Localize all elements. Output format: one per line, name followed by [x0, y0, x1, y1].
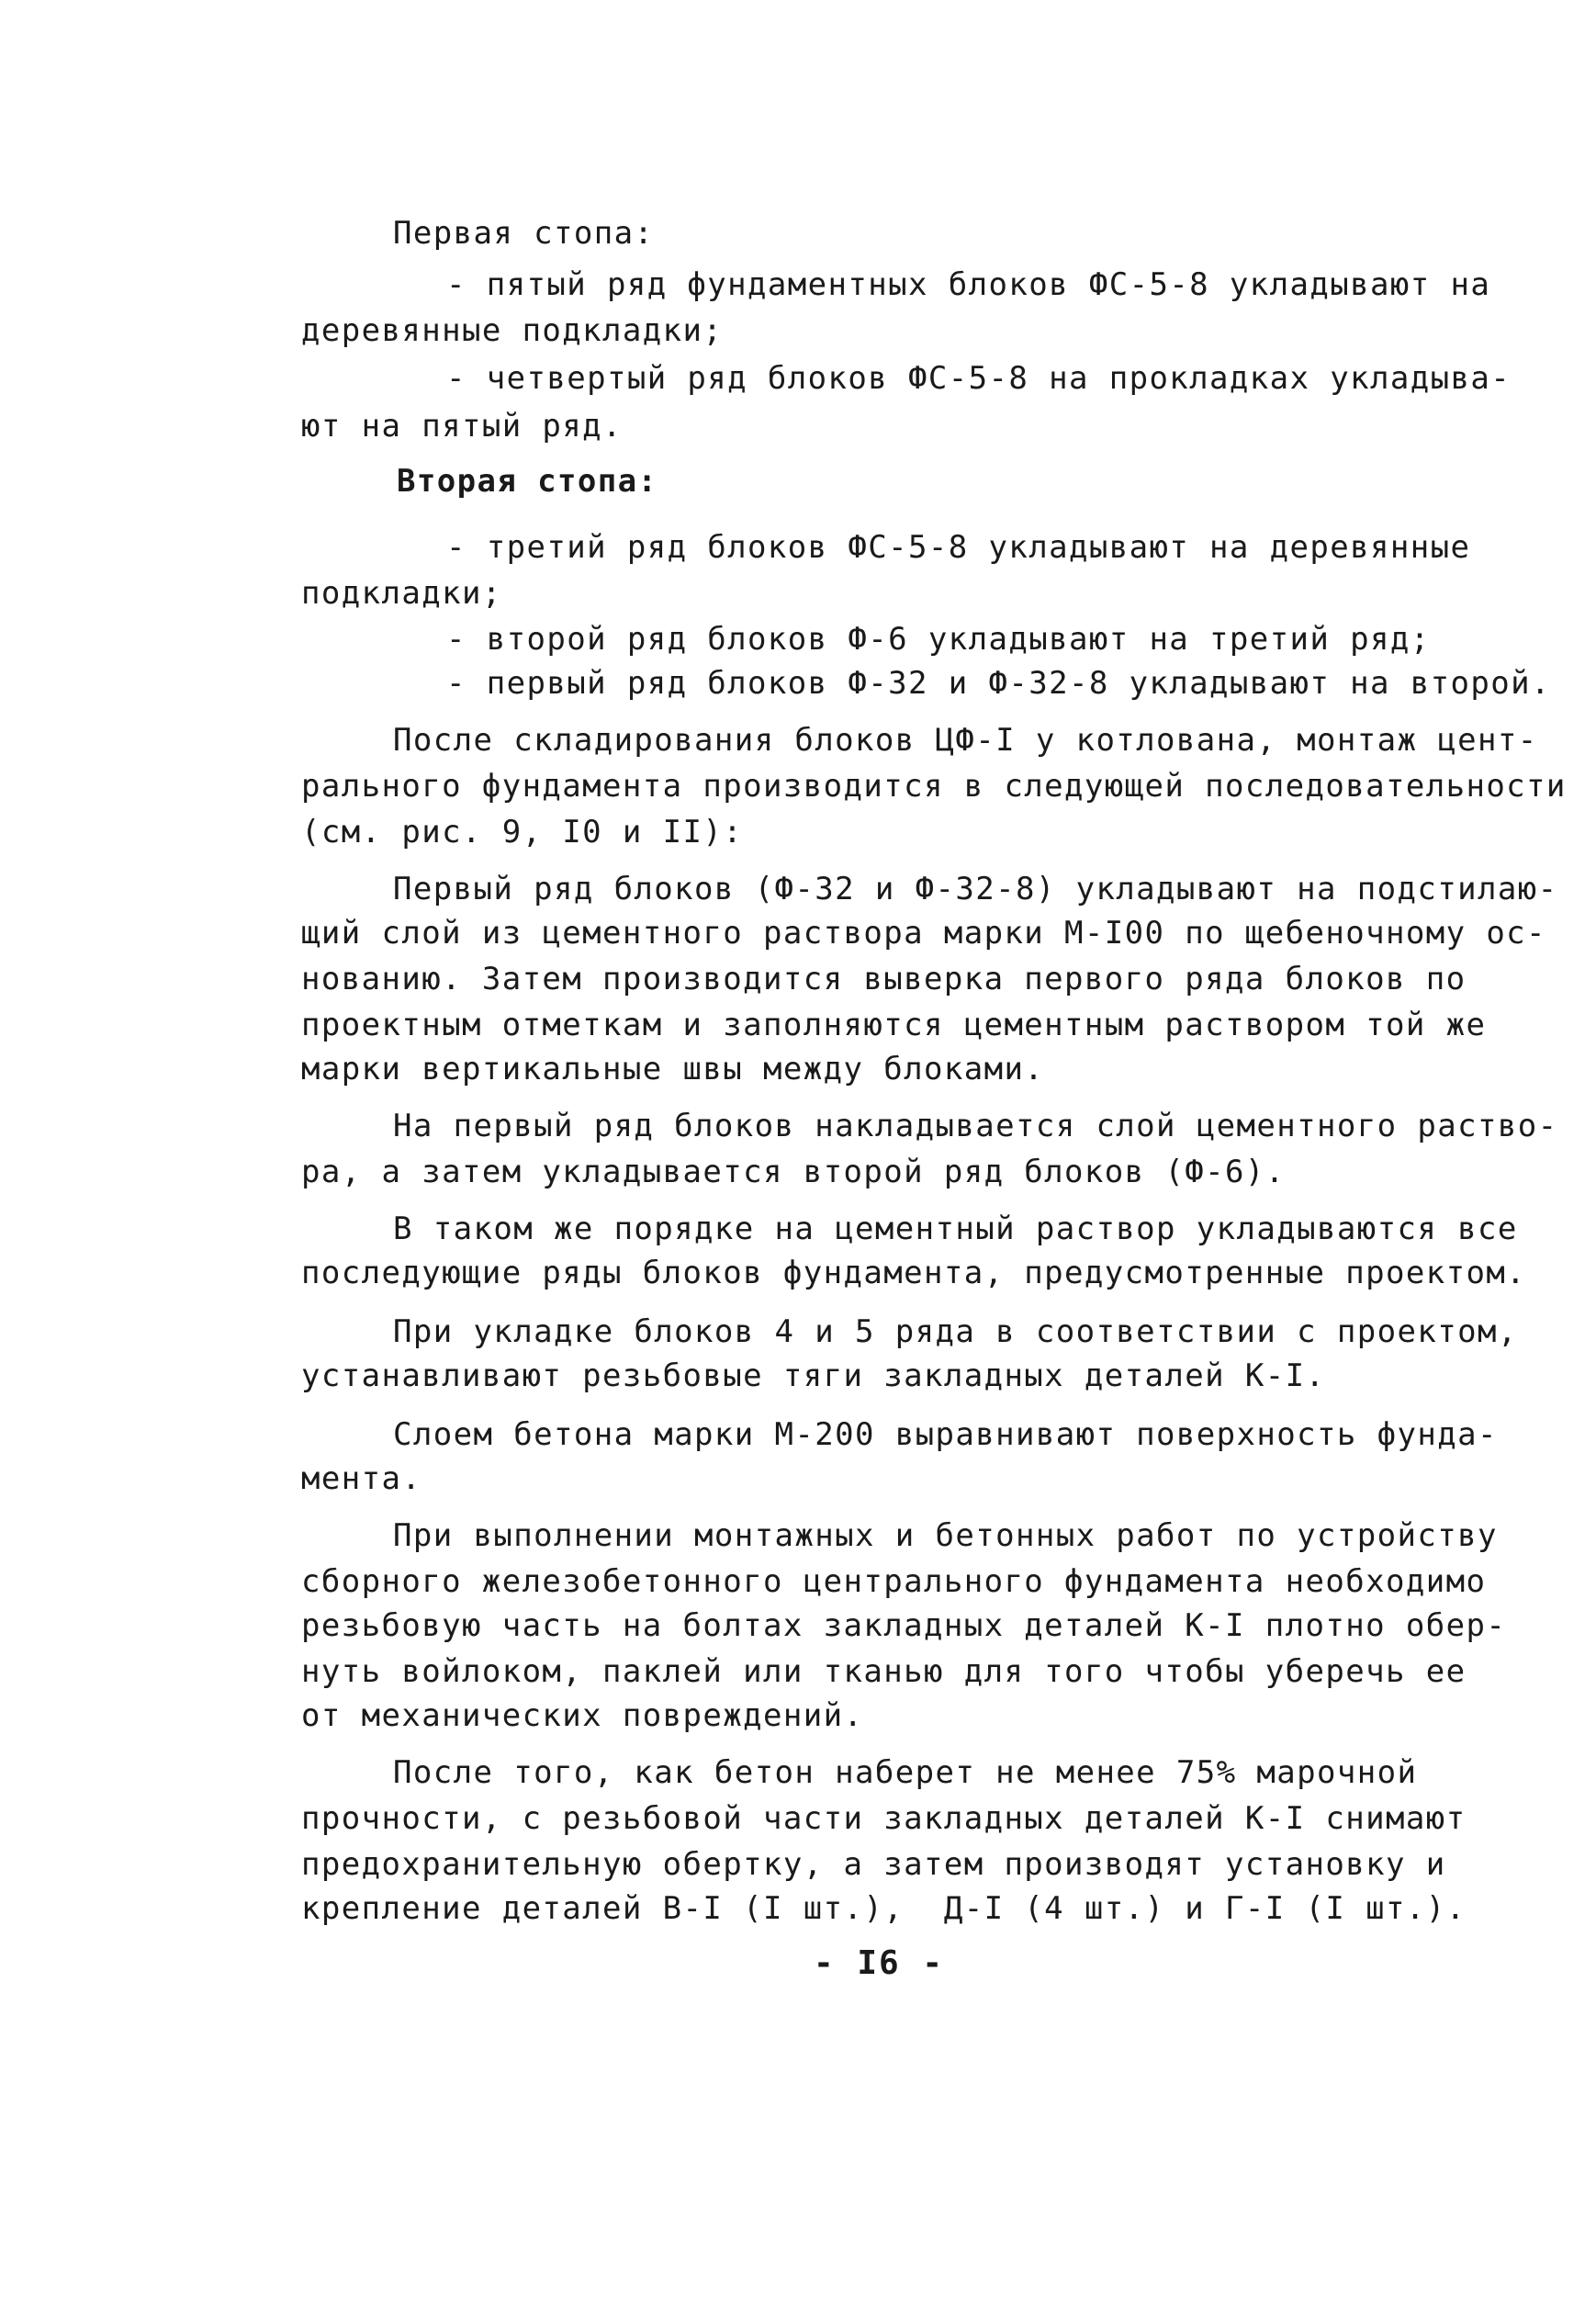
text-line: ют на пятый ряд. — [301, 408, 623, 445]
text-line: - третий ряд блоков ФС-5-8 укладывают на деревянные — [446, 529, 1471, 566]
text-line: Первый ряд блоков (Ф-32 и Ф-32-8) укладывают на подстилаю- — [393, 871, 1558, 907]
text-line: марки вертикальные швы между блоками. — [301, 1051, 1045, 1087]
text-line: крепление деталей В-I (I шт.), Д-I (4 шт.) и Г-I (I шт.). — [301, 1890, 1467, 1927]
text-line: проектным отметкам и заполняются цементным раствором той же — [301, 1007, 1487, 1043]
text-line: подкладки; — [301, 575, 502, 612]
text-line: от механических повреждений. — [301, 1697, 864, 1734]
text-line: В таком же порядке на цементный раствор укладываются все — [393, 1211, 1518, 1247]
text-line: нованию. Затем производится выверка первого ряда блоков по — [301, 961, 1467, 997]
text-line: деревянные подкладки; — [301, 312, 724, 349]
text-line: (см. рис. 9, I0 и II): — [301, 814, 744, 850]
text-line: - первый ряд блоков Ф-32 и Ф-32-8 укладывают на второй. — [446, 665, 1551, 702]
text-line: При выполнении монтажных и бетонных работ по устройству — [393, 1517, 1498, 1554]
text-line: предохранительную обертку, а затем производят установку и — [301, 1846, 1446, 1883]
text-line: Первая стопа: — [393, 215, 655, 252]
text-line: мента. — [301, 1460, 422, 1497]
text-line: Слоем бетона марки М-200 выравнивают поверхность фунда- — [393, 1416, 1498, 1453]
text-line: После складирования блоков ЦФ-I у котлована, монтаж цент- — [393, 722, 1538, 759]
text-line: На первый ряд блоков накладывается слой цементного раство- — [393, 1108, 1558, 1144]
text-line: - пятый ряд фундаментных блоков ФС-5-8 укладывают на — [446, 266, 1491, 303]
text-line: сборного железобетонного центрального фундамента необходимо — [301, 1563, 1487, 1600]
text-line: прочности, с резьбовой части закладных деталей К-I снимают — [301, 1800, 1467, 1837]
text-line: рального фундамента производится в следующей последовательности — [301, 768, 1567, 805]
text-line: После того, как бетон наберет не менее 75% марочной — [393, 1754, 1418, 1791]
text-line: щий слой из цементного раствора марки М-I00 по щебеночному ос- — [301, 915, 1546, 952]
text-line: последующие ряды блоков фундамента, предусмотренные проектом. — [301, 1255, 1527, 1291]
text-line: При укладке блоков 4 и 5 ряда в соответствии с проектом, — [393, 1313, 1518, 1350]
text-line: резьбовую часть на болтах закладных деталей К-I плотно обер- — [301, 1607, 1507, 1644]
text-line: Вторая стопа: — [397, 463, 658, 500]
text-line: - второй ряд блоков Ф-6 укладывают на третий ряд; — [446, 621, 1431, 658]
text-line: устанавливают резьбовые тяги закладных деталей К-I. — [301, 1357, 1326, 1394]
text-line: ра, а затем укладывается второй ряд блоков (Ф-6). — [301, 1154, 1286, 1190]
text-line: - четвертый ряд блоков ФС-5-8 на прокладках укладыва- — [446, 360, 1512, 397]
text-line: нуть войлоком, паклей или тканью для того чтобы уберечь ее — [301, 1653, 1467, 1690]
page-number: - I6 - — [814, 1944, 945, 1982]
